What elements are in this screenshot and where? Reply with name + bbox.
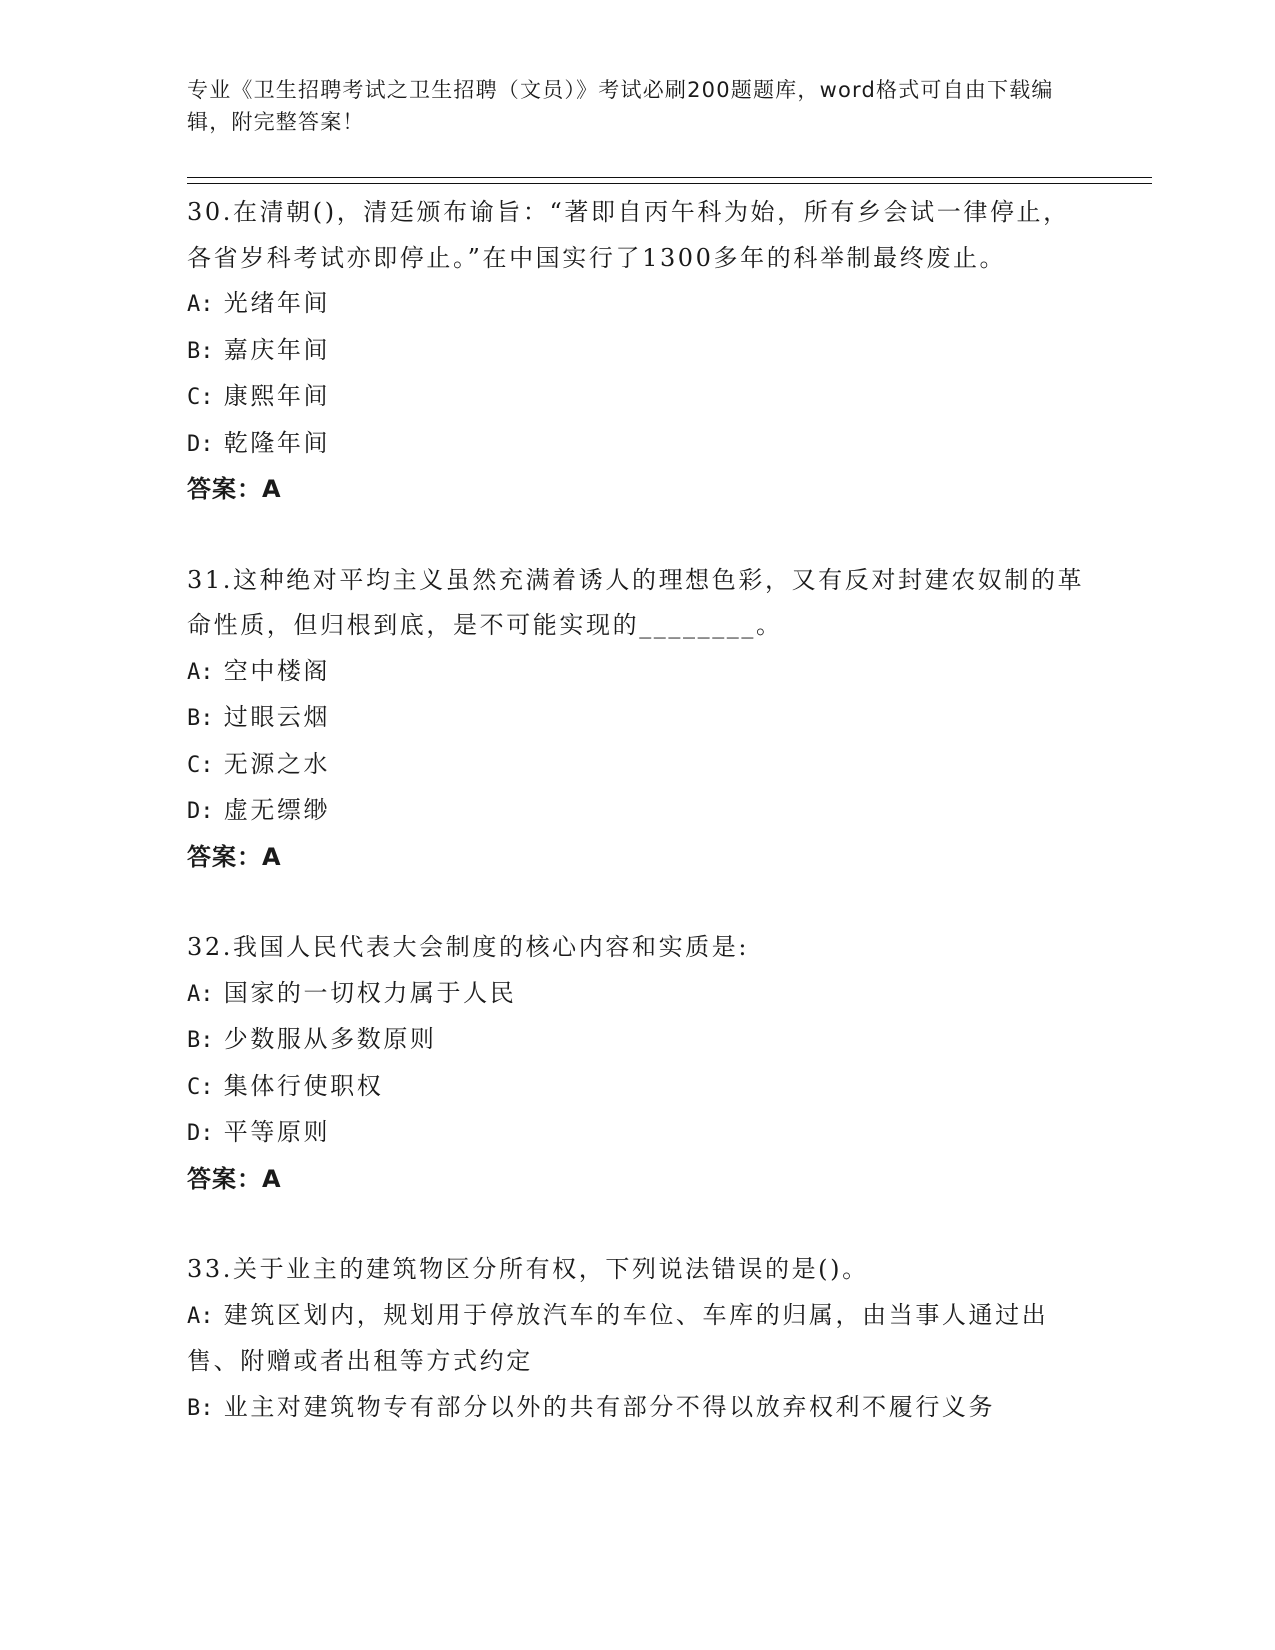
question-gap <box>187 1202 1087 1247</box>
question-gap <box>187 513 1087 558</box>
option-letter: B: <box>187 338 214 364</box>
option-letter: A: <box>187 659 214 685</box>
option-d <box>187 421 1087 468</box>
option-text: 过眼云烟 <box>223 703 331 731</box>
question-stem: 32.我国人民代表大会制度的核心内容和实质是: <box>187 933 750 961</box>
option-text: 建筑区划内，规划用于停放汽车的车位、车库的归属，由当事人通过出售、附赠或者出租等方式约定 <box>187 1300 1049 1375</box>
option-text: 无源之水 <box>223 749 331 778</box>
answer-line: 答案：A <box>187 842 282 871</box>
option-spacer <box>214 429 224 457</box>
option-text: 光绪年间 <box>223 289 331 317</box>
question-gap <box>187 880 1087 925</box>
option-spacer <box>214 1025 224 1053</box>
option-letter: D: <box>187 431 214 457</box>
document-header: 专业《卫生招聘考试之卫生招聘（文员）》考试必刷200题题库，word格式可自由下载编辑，附完整答案！ <box>187 78 1054 134</box>
header-divider-bottom <box>187 183 1152 184</box>
question-32 <box>187 925 1087 1202</box>
question-33 <box>187 1247 1087 1431</box>
question-list <box>187 190 1087 1431</box>
answer-line: 答案：A <box>187 1164 282 1193</box>
option-letter: B: <box>187 706 214 731</box>
option-text: 平等原则 <box>223 1118 331 1146</box>
option-letter: D: <box>187 1121 214 1146</box>
option-spacer <box>214 1393 224 1421</box>
option-letter: A: <box>187 981 214 1007</box>
option-spacer <box>214 979 224 1007</box>
option-b <box>187 1385 1087 1432</box>
option-spacer <box>214 289 224 317</box>
option-text: 空中楼阁 <box>223 656 331 685</box>
option-letter: A: <box>187 292 214 317</box>
option-b <box>187 1017 1087 1064</box>
option-letter: A: <box>187 1303 214 1329</box>
option-c <box>187 742 1087 789</box>
question-stem: 30.在清朝()，清廷颁布谕旨：“著即自丙午科为始，所有乡会试一律停止，各省岁科考试亦即停止。”在中国实行了1300多年的科举制最终废止。 <box>187 198 1070 272</box>
option-b <box>187 695 1087 742</box>
option-text: 集体行使职权 <box>223 1071 384 1100</box>
option-text: 康熙年间 <box>223 382 331 410</box>
option-letter: C: <box>187 752 214 778</box>
option-d <box>187 788 1087 835</box>
option-text: 嘉庆年间 <box>223 335 331 364</box>
option-a <box>187 649 1087 696</box>
option-c <box>187 1064 1087 1111</box>
option-spacer <box>214 1301 224 1329</box>
option-c <box>187 374 1087 421</box>
option-a <box>187 281 1087 328</box>
option-spacer <box>214 657 224 685</box>
option-spacer <box>214 336 224 364</box>
option-a <box>187 971 1087 1018</box>
question-30 <box>187 190 1087 513</box>
option-spacer <box>214 750 224 778</box>
option-spacer <box>214 382 224 410</box>
question-stem: 33.关于业主的建筑物区分所有权，下列说法错误的是()。 <box>187 1255 869 1283</box>
option-a <box>187 1293 1087 1385</box>
question-stem: 31.这种绝对平均主义虽然充满着诱人的理想色彩，又有反对封建农奴制的革命性质，但归根到底，是不可能实现的________。 <box>187 565 1085 639</box>
option-text: 国家的一切权力属于人民 <box>223 978 517 1007</box>
option-spacer <box>214 703 224 731</box>
option-letter: C: <box>187 385 214 410</box>
option-letter: B: <box>187 1395 214 1421</box>
answer-line: 答案：A <box>187 475 282 503</box>
option-spacer <box>214 1072 224 1100</box>
option-letter: C: <box>187 1074 214 1100</box>
option-d <box>187 1110 1087 1157</box>
option-letter: B: <box>187 1028 214 1053</box>
option-spacer <box>214 1118 224 1146</box>
option-text: 乾隆年间 <box>223 428 331 457</box>
option-text: 虚无缥缈 <box>223 796 331 824</box>
option-text: 少数服从多数原则 <box>223 1025 437 1053</box>
option-b <box>187 328 1087 375</box>
option-letter: D: <box>187 799 214 824</box>
option-text: 业主对建筑物专有部分以外的共有部分不得以放弃权利不履行义务 <box>223 1392 996 1421</box>
option-spacer <box>214 796 224 824</box>
header-divider-top <box>187 177 1152 178</box>
question-31 <box>187 558 1087 881</box>
